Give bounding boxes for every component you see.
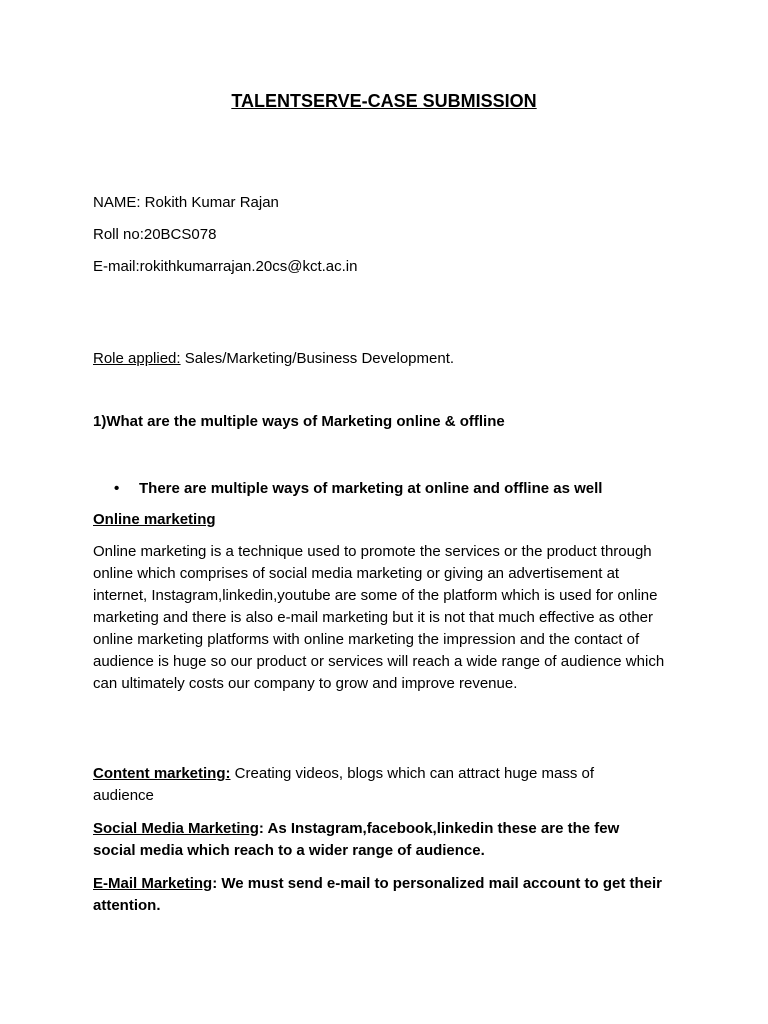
social-media-marketing-text: : As Instagram,facebook,linkedin these are the few social media which reach to a wider range of audience. [93, 820, 620, 859]
role-applied-label: Role applied: [93, 350, 181, 367]
email-marketing-text: : We must send e-mail to personalized mail account to get their attention. [93, 875, 662, 914]
role-applied-value: Sales/Marketing/Business Development. [180, 350, 455, 367]
roll-number-line: Roll no:20BCS078 [93, 226, 217, 243]
social-media-marketing-label: Social Media Marketing [93, 820, 259, 837]
online-marketing-paragraph: Online marketing is a technique used to promote the services or the product through online which comprises of social media marketing or giving an advertisement at internet, Instagram,linkedin,youtube are some of the platform which is used for online marketing and there is also e-mail marketing but it is not that much effective as other online marketing platforms with online marketing the impression and the contact of audience is huge so our product or services will reach a wide range of audience which can ultimately costs our company to grow and improve revenue. [93, 543, 665, 692]
content-marketing-text: Creating videos, blogs which can attract huge mass of audience [93, 765, 595, 804]
social-media-marketing-paragraph [93, 818, 663, 862]
bullet-text: There are multiple ways of marketing at online and offline as well [139, 480, 603, 497]
online-marketing-heading: Online marketing [93, 511, 216, 528]
document-title: TALENTSERVE-CASE SUBMISSION [231, 91, 537, 111]
email-line: E-mail:rokithkumarrajan.20cs@kct.ac.in [93, 258, 358, 275]
content-marketing-paragraph [93, 763, 653, 807]
bullet-icon: • [114, 480, 120, 497]
content-marketing-label: Content marketing: [93, 765, 231, 782]
email-marketing-label: E-Mail Marketing [93, 875, 213, 892]
name-line: NAME: Rokith Kumar Rajan [93, 194, 279, 211]
email-marketing-paragraph [93, 873, 668, 917]
question-heading: 1)What are the multiple ways of Marketing online & offline [93, 413, 505, 430]
role-applied-line [93, 348, 454, 370]
